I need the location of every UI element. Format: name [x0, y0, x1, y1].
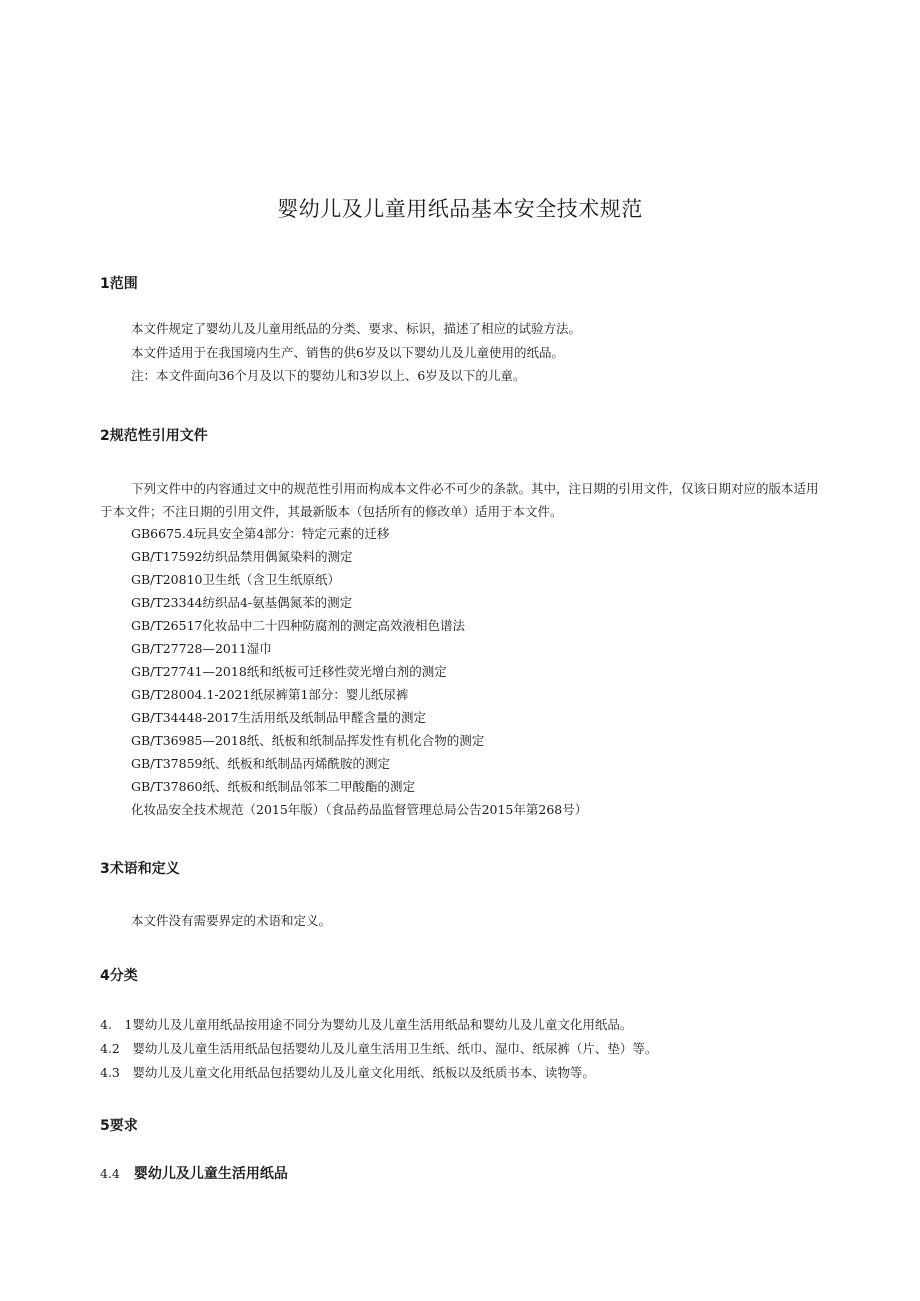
reference-item: GB/T23344纺织品4-氨基偶氮苯的测定: [131, 595, 353, 610]
reference-item: GB/T26517化妆品中二十四种防腐剂的测定高效液相色谱法: [131, 618, 465, 633]
section-heading-normative-references: 2规范性引用文件: [100, 428, 208, 444]
section-heading-requirements: 5要求: [100, 1118, 138, 1134]
document-title: 婴幼儿及儿童用纸品基本安全技术规范: [277, 197, 643, 221]
subsection-label: 婴幼儿及儿童生活用纸品: [133, 1166, 288, 1182]
reference-item: GB/T27728—2011湿巾: [131, 641, 272, 656]
paragraph: 本文件适用于在我国境内生产、销售的供6岁及以下婴幼儿及儿童使用的纸品。: [131, 345, 564, 360]
subsection-heading: [100, 1163, 288, 1183]
section-heading-scope: 1范围: [100, 276, 138, 292]
section-heading-terms: 3术语和定义: [100, 861, 180, 877]
reference-item: GB/T36985—2018纸、纸板和纸制品挥发性有机化合物的测定: [131, 733, 485, 748]
paragraph: 下列文件中的内容通过文中的规范性引用而构成本文件必不可少的条款。其中，注日期的引用文件，仅该日期对应的版本适用于本文件；不注日期的引用文件，其最新版本（包括所有的修改单）适用于本文件。: [100, 481, 819, 519]
classification-item: 4.2 婴幼儿及儿童生活用纸品包括婴幼儿及儿童生活用卫生纸、纸巾、湿巾、纸尿裤（片、垫）等。: [100, 1041, 658, 1056]
reference-item: GB/T17592纺织品禁用偶氮染料的测定: [131, 549, 353, 564]
section-heading-classification: 4分类: [100, 968, 138, 984]
classification-item: 4. 1婴幼儿及儿童用纸品按用途不同分为婴幼儿及儿童生活用纸品和婴幼儿及儿童文化用纸品。: [100, 1017, 633, 1032]
reference-item: GB/T27741—2018纸和纸板可迁移性荧光增白剂的测定: [131, 664, 447, 679]
paragraph: 本文件没有需要界定的术语和定义。: [131, 913, 332, 928]
reference-item: GB6675.4玩具安全第4部分：特定元素的迁移: [131, 526, 390, 541]
subsection-number: 4.4: [100, 1166, 120, 1181]
reference-item: GB/T20810卫生纸（含卫生纸原纸）: [131, 572, 340, 587]
paragraph: 本文件规定了婴幼儿及儿童用纸品的分类、要求、标识，描述了相应的试验方法。: [131, 321, 582, 336]
reference-item: GB/T37860纸、纸板和纸制品邻苯二甲酸酯的测定: [131, 779, 415, 794]
reference-item: 化妆品安全技术规范（2015年版）（食品药品监督管理总局公告2015年第268号）: [131, 802, 588, 817]
reference-item: GB/T37859纸、纸板和纸制品丙烯酰胺的测定: [131, 756, 390, 771]
reference-item: GB/T34448-2017生活用纸及纸制品甲醛含量的测定: [131, 710, 427, 725]
reference-item: GB/T28004.1-2021纸尿裤第1部分：婴儿纸尿裤: [131, 687, 409, 702]
classification-item: 4.3 婴幼儿及儿童文化用纸品包括婴幼儿及儿童文化用纸、纸板以及纸质书本、读物等。: [100, 1065, 595, 1080]
note-paragraph: 注：本文件面向36个月及以下的婴幼儿和3岁以上、6岁及以下的儿童。: [131, 368, 526, 383]
